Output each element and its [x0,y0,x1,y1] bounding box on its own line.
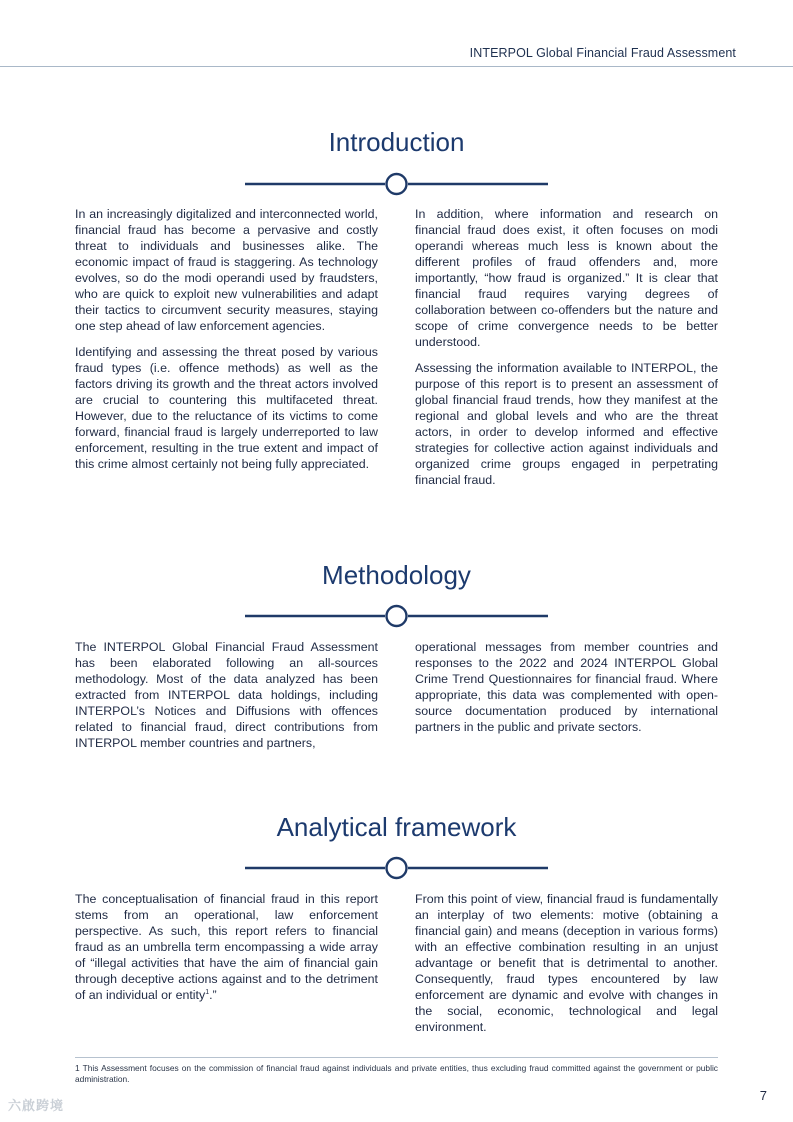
paragraph: In addition, where information and research on financial fraud does exist, it often focuses on modi operandi whereas much less is known about the different profiles of fraud offenders and, more importantly, “how fraud is organized.” It is clear that financial fraud requires varying degrees of collaboration between co-offenders but the nature and scope of crime convergence needs to be better understood. [415,207,718,349]
paragraph: In an increasingly digitalized and interconnected world, financial fraud has become a pervasive and costly threat to individuals and businesses alike. The economic impact of fraud is staggering. As technology evolves, so do the modi operandi used by fraudsters, who are quick to exploit new vulnerabilities and adapt their tactics to circumvent security measures, staying one step ahead of law enforcement agencies. [75,207,378,333]
section-divider-analytical-framework [245,856,548,880]
header-rule [0,66,793,67]
page-number: 7 [759,1088,767,1103]
footnote-reference[interactable]: 1 [205,988,210,996]
running-header: INTERPOL Global Financial Fraud Assessment [469,46,736,60]
section-divider-introduction [245,172,548,196]
paragraph: The INTERPOL Global Financial Fraud Assessment has been elaborated following an all-sources methodology. Most of the data analyzed has been extracted from INTERPOL data holdings, including INTERPOL’s Notices and Diffusions with offences related to financial fraud, direct contributions from INTERPOL member countries and partners, [75,640,378,750]
paragraph-end: .” [209,988,217,1002]
paragraph-text: The conceptualisation of financial fraud in this report stems from an operational, law enforcement perspective. As such, this report refers to financial fraud as an umbrella term encompassing a wide array of “illegal activities that have the aim of financial gain through deceptive actions against and to the detriment of an individual or entity [75,892,378,1002]
footnote: 1 This Assessment focuses on the commission of financial fraud against individuals and private entities, thus excluding fraud committed against the government or public administration. [75,1063,718,1084]
footnote-rule [75,1057,718,1058]
section-title-methodology: Methodology [322,560,471,590]
paragraph: From this point of view, financial fraud is fundamentally an interplay of two elements: motive (obtaining a financial gain) and means (deception in various forms) with an effective combination resulting in an unjust advantage or benefit that is detrimental to another. Consequently, fraud types encountered by law enforcement are dynamic and evolve with changes in the social, economic, technological and legal environment. [415,892,718,1034]
introduction-left-column [75,206,378,482]
section-title-analytical-framework: Analytical framework [276,812,517,842]
divider-circle-icon [387,606,407,626]
divider-circle-icon [387,858,407,878]
methodology-left-column [75,639,378,761]
section-title-introduction: Introduction [328,127,465,157]
introduction-right-column [415,206,718,498]
divider-circle-icon [387,174,407,194]
paragraph: Assessing the information available to INTERPOL, the purpose of this report is to present an assessment of global financial fraud trends, how they manifest at the regional and global levels and who are the threat actors, in order to develop informed and effective strategies for collective action against individuals and organized crime groups engaged in perpetrating financial fraud. [415,361,718,487]
paragraph: operational messages from member countries and responses to the 2022 and 2024 INTERPOL Global Crime Trend Questionnaires for financial fraud. Where appropriate, this data was complemented with open-source documentation produced by international partners in the public and private sectors. [415,640,718,734]
framework-right-column [415,891,718,1045]
watermark: 六啟跨境 [8,1098,65,1113]
framework-left-column [75,891,378,1013]
methodology-right-column [415,639,718,745]
section-divider-methodology [245,604,548,628]
paragraph [75,891,378,1003]
paragraph: Identifying and assessing the threat posed by various fraud types (i.e. offence methods) as well as the factors driving its growth and the threat actors involved are crucial to countering this multifaceted threat. However, due to the reluctance of its victims to come forward, financial fraud is largely underreported to law enforcement, resulting in the true extent and impact of this crime almost certainly not being fully appreciated. [75,345,378,471]
